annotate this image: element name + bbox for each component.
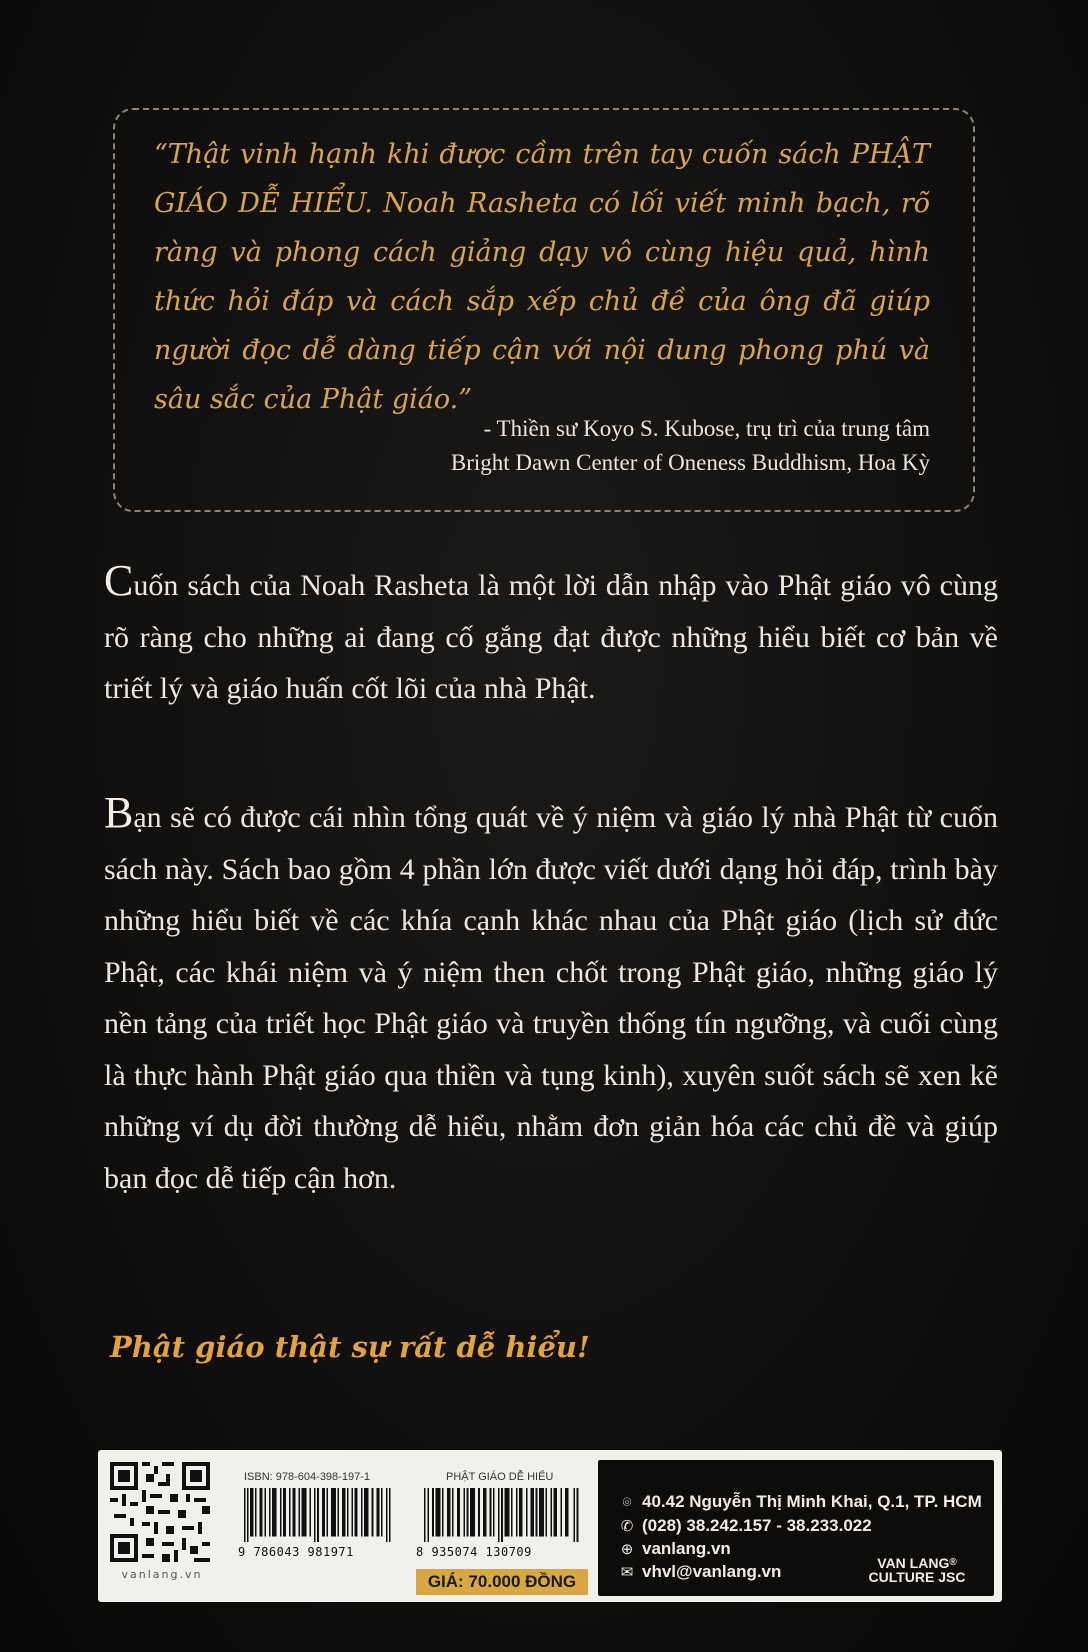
quote-attribution — [300, 412, 930, 480]
qr-code-icon — [110, 1462, 210, 1562]
address-text: 40.42 Nguyễn Thị Minh Khai, Q.1, TP. HCM — [642, 1492, 982, 1511]
publisher-logo — [862, 1556, 972, 1584]
product-barcode-number: 8 935074 130709 — [416, 1545, 532, 1559]
address-row — [618, 1492, 982, 1512]
location-pin-icon: ⌾ — [622, 1494, 632, 1511]
globe-icon: ⊕ — [620, 1541, 634, 1558]
drop-cap: C — [104, 556, 134, 605]
endorsement-quote: “Thật vinh hạnh khi được cầm trên tay cuốn sách PHẬT GIÁO DỄ HIỂU. Noah Rasheta có lối viết minh bạch, rõ ràng và phong cách giảng dạy vô cùng hiệu quả, hình thức hỏi đáp và cách sắp xếp chủ đề của ông đã giúp người đọc dễ dàng tiếp cận với nội dung phong phú và sâu sắc của Phật giáo.” — [154, 139, 930, 415]
paragraph-text: uốn sách của Noah Rasheta là một lời dẫn nhập vào Phật giáo vô cùng rõ ràng cho những ai đang cố gắng đạt được những hiểu biết cơ bản về triết lý và giáo huấn cốt lõi của nhà Phật. — [104, 569, 998, 705]
phone-icon: ✆ — [620, 1518, 634, 1535]
email-text: vhvl@vanlang.vn — [642, 1562, 782, 1581]
isbn-barcode-number: 9 786043 981971 — [238, 1545, 354, 1559]
book-title-label: PHẬT GIÁO DỄ HIỂU — [446, 1471, 554, 1483]
attribution-line-2: Bright Dawn Center of Oneness Buddhism, Hoa Kỳ — [450, 450, 930, 475]
attribution-line-1: - Thiền sư Koyo S. Kubose, trụ trì của trung tâm — [483, 416, 930, 441]
website-row — [618, 1539, 731, 1559]
website-text: vanlang.vn — [642, 1539, 731, 1558]
description-paragraph-2 — [104, 788, 998, 1204]
envelope-icon: ✉ — [620, 1564, 634, 1581]
phone-text: (028) 38.242.157 - 38.233.022 — [642, 1516, 872, 1535]
paragraph-text: ạn sẽ có được cái nhìn tổng quát về ý niệm và giáo lý nhà Phật từ cuốn sách này. Sách bao gồm 4 phần lớn được viết dưới dạng hỏi đáp, trình bày những hiểu biết về các khía cạnh khác nhau của Phật giáo (lịch sử đức Phật, các khái niệm và ý niệm then chốt trong Phật giáo, những giáo lý nền tảng của triết học Phật giáo và truyền thống tín ngưỡng, và cuối cùng là thực hành Phật giáo qua thiền và tụng kinh), xuyên suốt sách sẽ xen kẽ những ví dụ đời thường dễ hiểu, nhằm đơn giản hóa các chủ đề và giúp bạn đọc dễ tiếp cận hơn. — [104, 801, 998, 1195]
product-barcode — [424, 1488, 580, 1542]
isbn-label: ISBN: 978-604-398-197-1 — [244, 1471, 370, 1483]
tagline: Phật giáo thật sự rất dễ hiểu! — [110, 1330, 590, 1364]
logo-line-2: CULTURE JSC — [868, 1569, 966, 1585]
drop-cap: B — [104, 788, 134, 837]
email-row — [618, 1562, 781, 1582]
description-paragraph-1 — [104, 556, 998, 715]
registered-mark: ® — [949, 1557, 957, 1568]
phone-row — [618, 1516, 872, 1536]
qr-caption: vanlang.vn — [121, 1568, 203, 1581]
logo-line-1: VAN LANG — [877, 1555, 950, 1571]
price-badge: GIÁ: 70.000 ĐỒNG — [416, 1569, 588, 1595]
isbn-barcode — [244, 1488, 392, 1542]
